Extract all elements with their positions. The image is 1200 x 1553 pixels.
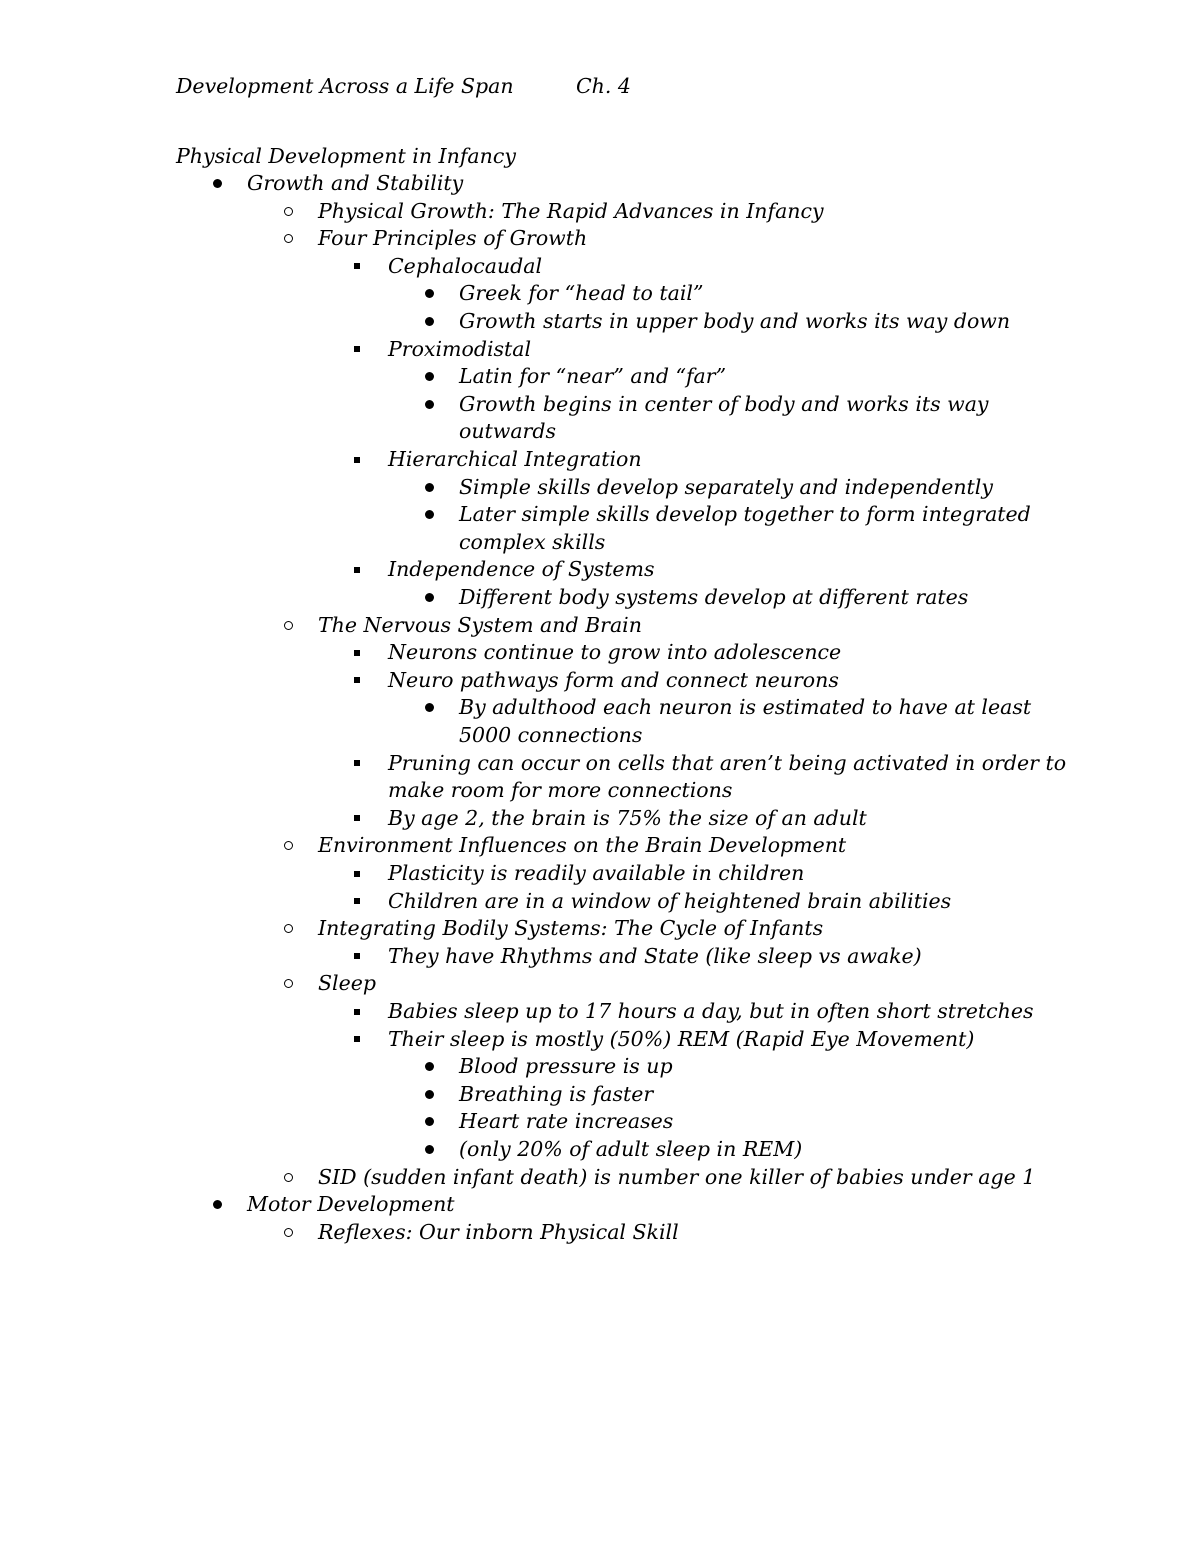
disc-bullet-icon (213, 1200, 222, 1209)
square-bullet-icon (354, 1036, 360, 1042)
disc-bullet-icon (425, 1145, 434, 1154)
square-bullet-icon (354, 346, 360, 352)
disc-bullet-icon (425, 1062, 434, 1071)
disc-bullet-icon (425, 1117, 434, 1126)
square-bullet-icon (354, 1009, 360, 1015)
outline-item-level-4: Latin for “near” and “far” (459, 364, 727, 389)
disc-bullet-icon (213, 179, 222, 188)
outline-item-level-4: Different body systems develop at different rates (459, 585, 969, 609)
square-bullet-icon (354, 760, 360, 766)
outline-item-level-3: Children are in a window of heightened brain abilities (388, 888, 952, 913)
outline-item-level-3: Babies sleep up to 17 hours a day, but in often short stretches (388, 999, 1034, 1023)
square-bullet-icon (354, 263, 360, 269)
outline-item-level-2: The Nervous System and Brain (318, 612, 642, 637)
outline-item-level-4: (only 20% of adult sleep in REM) (459, 1137, 803, 1161)
outline-item-level-2: Environment Influences on the Brain Development (318, 833, 847, 858)
disc-bullet-icon (425, 483, 434, 492)
disc-bullet-icon (425, 1090, 434, 1099)
circle-bullet-icon (284, 1228, 293, 1237)
outline-item-level-4: By adulthood each neuron is estimated to have at least (459, 695, 1032, 720)
outline-item-level-2: Four Principles of Growth (318, 226, 588, 251)
square-bullet-icon (354, 898, 360, 904)
disc-bullet-icon (425, 317, 434, 326)
outline-item-level-4: Blood pressure is up (459, 1054, 673, 1079)
document-header-chapter: Ch. 4 (576, 74, 631, 98)
disc-bullet-icon (425, 289, 434, 298)
disc-bullet-icon (425, 593, 434, 602)
outline-item-level-4: Heart rate increases (459, 1109, 674, 1134)
disc-bullet-icon (425, 703, 434, 712)
outline-item-level-1: Growth and Stability (247, 171, 464, 195)
outline-item-continuation: 5000 connections (459, 723, 643, 747)
document-header-title: Development Across a Life Span (176, 74, 514, 98)
outline-item-level-4: Greek for “head to tail” (459, 281, 704, 306)
outline-item-level-4: Later simple skills develop together to form integrated (459, 502, 1031, 527)
outline-item-level-3: Cephalocaudal (388, 253, 543, 278)
outline-item-level-3: Neuro pathways form and connect neurons (388, 667, 839, 692)
circle-bullet-icon (284, 924, 293, 933)
outline-item-level-3: Pruning can occur on cells that aren’t being activated in order to (388, 750, 1067, 775)
circle-bullet-icon (284, 979, 293, 988)
circle-bullet-icon (284, 234, 293, 243)
disc-bullet-icon (425, 400, 434, 409)
circle-bullet-icon (284, 841, 293, 850)
outline-item-level-3: Plasticity is readily available in children (388, 861, 805, 885)
outline-item-level-3: Proximodistal (388, 336, 532, 361)
outline-item-level-4: Growth starts in upper body and works its way down (459, 309, 1011, 333)
outline-item-level-1: Motor Development (247, 1192, 455, 1217)
circle-bullet-icon (284, 1173, 293, 1182)
outline-item-level-4: Breathing is faster (459, 1081, 654, 1106)
disc-bullet-icon (425, 372, 434, 381)
outline-item-level-2: Sleep (318, 971, 376, 996)
outline-item-continuation: outwards (459, 419, 556, 444)
outline-item-level-4: Growth begins in center of body and works its way (459, 391, 989, 416)
circle-bullet-icon (284, 207, 293, 216)
square-bullet-icon (354, 871, 360, 877)
outline-item-level-3: Independence of Systems (388, 557, 655, 582)
square-bullet-icon (354, 567, 360, 573)
square-bullet-icon (354, 650, 360, 656)
outline-item-level-2: Physical Growth: The Rapid Advances in Infancy (318, 198, 824, 223)
outline-item-continuation: complex skills (459, 529, 606, 554)
outline-item-level-2: Integrating Bodily Systems: The Cycle of Infants (318, 916, 824, 941)
outline-item-level-3: Hierarchical Integration (388, 447, 642, 471)
outline-item-level-3: By age 2, the brain is 75% the size of an adult (388, 805, 867, 830)
square-bullet-icon (354, 815, 360, 821)
disc-bullet-icon (425, 510, 434, 519)
square-bullet-icon (354, 677, 360, 683)
outline-item-continuation: make room for more connections (388, 778, 733, 803)
outline-item-level-2: Reflexes: Our inborn Physical Skill (318, 1219, 679, 1244)
outline-item-level-3: Their sleep is mostly (50%) REM (Rapid Eye Movement) (388, 1026, 975, 1051)
square-bullet-icon (354, 457, 360, 463)
square-bullet-icon (354, 953, 360, 959)
section-title: Physical Development in Infancy (176, 144, 516, 168)
outline-item-level-2: SID (sudden infant death) is number one killer of babies under age 1 (318, 1164, 1036, 1189)
outline-item-level-3: They have Rhythms and State (like sleep vs awake) (388, 943, 922, 968)
circle-bullet-icon (284, 621, 293, 630)
outline-item-level-4: Simple skills develop separately and independently (459, 474, 993, 499)
outline-item-level-3: Neurons continue to grow into adolescence (388, 640, 842, 665)
